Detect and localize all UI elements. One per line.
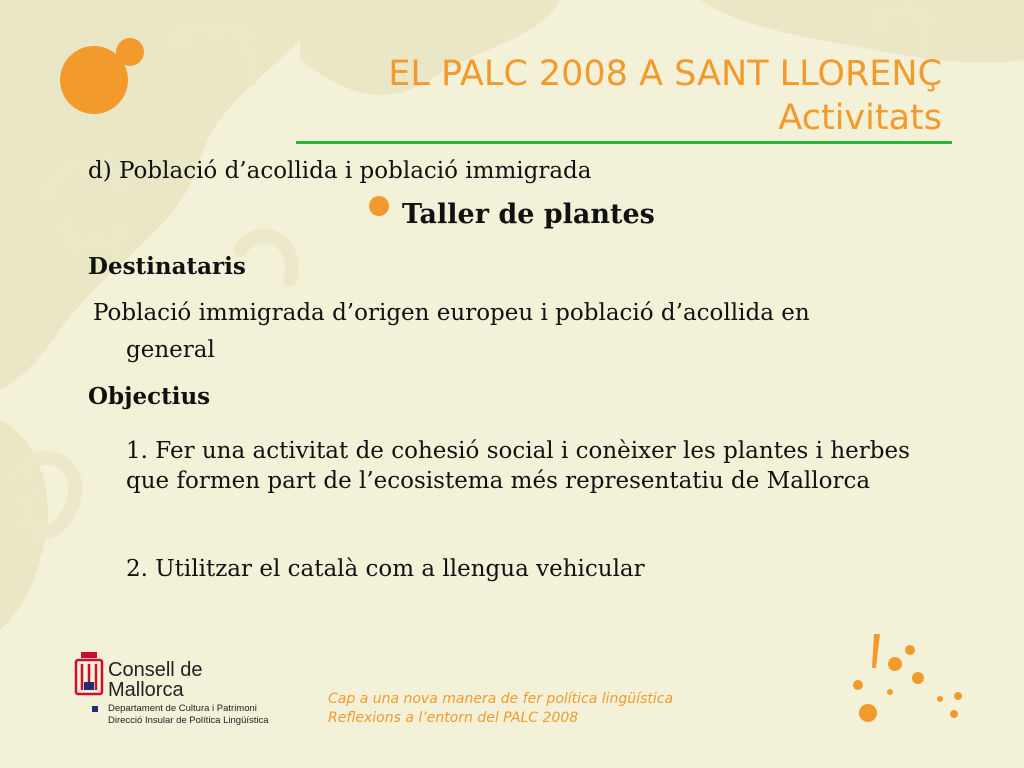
consell-crest-icon — [72, 652, 106, 700]
bullet-dot-icon — [369, 196, 389, 216]
logo-department — [108, 703, 269, 727]
footer-line-1: Cap a una nova manera de fer política lingüística — [328, 691, 674, 707]
logo-square-icon — [92, 706, 98, 712]
objectius-label: Objectius — [88, 383, 211, 410]
destinataris-line-1: Població immigrada d’origen europeu i població d’acollida en — [93, 300, 810, 326]
title-underline — [296, 141, 952, 144]
objective-item-1: 1. Fer una activitat de cohesió social i conèixer les plantes i herbes que formen part de l’ecosistema més representatiu de Mallorca — [126, 438, 910, 494]
footer-caption — [328, 690, 673, 728]
logo-name-line-1: Consell de — [108, 659, 203, 681]
destinataris-line-2: general — [126, 337, 215, 363]
bullet-heading: Taller de plantes — [402, 199, 655, 230]
objective-item-2: 2. Utilitzar el català com a llengua vehicular — [126, 556, 645, 582]
title-line-1: EL PALC 2008 A SANT LLORENÇ — [388, 54, 942, 94]
logo-name — [108, 660, 203, 700]
title-line-2: Activitats — [778, 98, 942, 138]
slide-title — [388, 52, 942, 140]
destinataris-text — [93, 295, 913, 369]
footer-line-2: Reflexions a l’entorn del PALC 2008 — [328, 710, 579, 726]
logo-dept-line-2: Direcció Insular de Política Lingüística — [108, 715, 269, 726]
orange-circles-logo — [58, 34, 148, 124]
orange-dots-decoration — [840, 628, 970, 728]
logo-dept-line-1: Departament de Cultura i Patrimoni — [108, 703, 257, 714]
section-subtitle: d) Població d’acollida i població immigrada — [88, 158, 592, 184]
destinataris-label: Destinataris — [88, 253, 246, 280]
logo-name-line-2: Mallorca — [108, 679, 184, 701]
